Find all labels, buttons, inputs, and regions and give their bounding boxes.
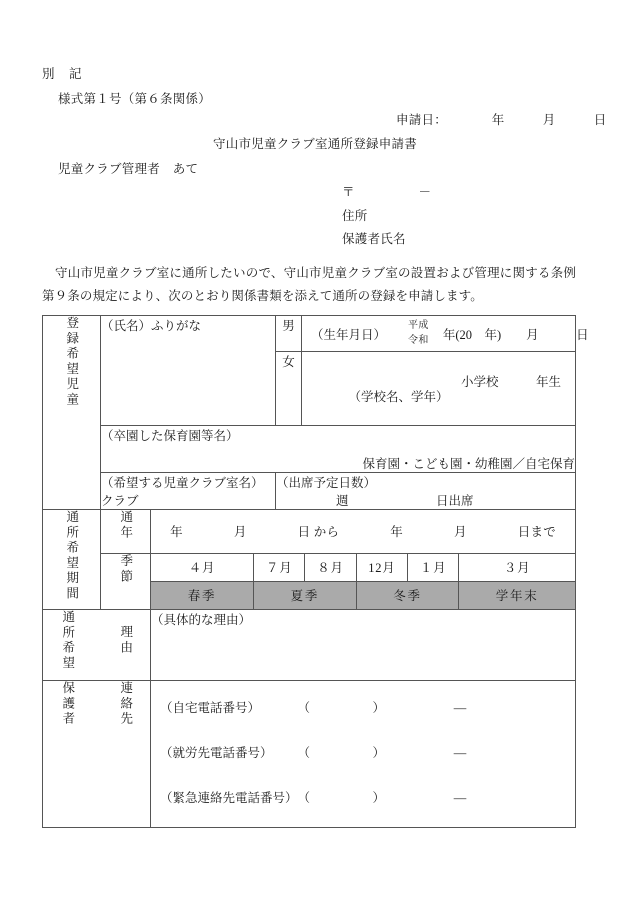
season-month-row (151, 554, 575, 582)
season-month-cell[interactable]: ４月 (151, 554, 254, 582)
form-number-label: 様式第１号（第６条関係） (58, 92, 212, 106)
year-round-period-cell[interactable] (151, 510, 576, 554)
birth-date-label: （生年月日） (311, 327, 387, 342)
season-band-cell: 冬季 (356, 582, 459, 610)
reason-label-pair (43, 610, 150, 671)
season-month-cell[interactable]: 12月 (356, 554, 407, 582)
season-band-cell: 夏季 (254, 582, 357, 610)
reason-label-outer: 理由 (118, 625, 133, 656)
reason-detail-label: （具体的な理由） (151, 613, 252, 627)
gender-male-label: 男 (282, 319, 295, 333)
desired-club-suffix: クラブ (101, 494, 139, 508)
reason-detail-cell[interactable] (151, 610, 576, 681)
form-appendix-label: 別 記 (42, 67, 83, 81)
season-grid (151, 554, 575, 609)
row-label-attendance-period-text: 通所希望期間 (64, 510, 79, 602)
work-phone-line[interactable]: （就労先電話番号） （ ） ― (160, 746, 467, 760)
application-date-line: 申請日： 年 月 日 (396, 113, 607, 127)
child-name-cell[interactable] (101, 316, 276, 426)
emergency-phone-line[interactable]: （緊急連絡先電話番号） （ ） ― (160, 791, 467, 805)
row-label-attendance-period (43, 510, 101, 610)
postal-code-line: 〒 － (342, 185, 432, 199)
attendance-days-cell[interactable] (276, 473, 576, 510)
table-row (43, 316, 576, 352)
table-row (43, 510, 576, 554)
table-row (43, 426, 576, 473)
kindergarten-label: （卒園した保育園等名） (101, 429, 239, 443)
address-label: 住所 (342, 209, 368, 223)
season-month-cell[interactable]: ８月 (305, 554, 356, 582)
season-month-cell[interactable]: ７月 (254, 554, 305, 582)
application-statement: 守山市児童クラブ室に通所したいので、守山市児童クラブ室の設置および管理に関する条例第９条の規定により、次のとおり関係書類を添えて通所の登録を申請します。 (42, 266, 576, 304)
home-phone-line[interactable]: （自宅電話番号） （ ） ― (160, 701, 467, 715)
season-label: 季節 (118, 554, 133, 585)
gender-female-cell[interactable] (276, 352, 302, 426)
season-month-cell[interactable]: １月 (408, 554, 459, 582)
attendance-days-fields: 週 日出席 (336, 494, 474, 508)
gender-male-cell[interactable] (276, 316, 302, 352)
season-month-cell[interactable]: ３月 (459, 554, 575, 582)
contact-label-inner: 保護者 (60, 681, 75, 727)
application-form-table (42, 315, 589, 828)
era-reiwa-label: 令和 (408, 334, 429, 346)
school-grade-fields: 小学校 年生 (461, 375, 562, 389)
table-row (43, 681, 576, 828)
kindergarten-cell[interactable] (101, 426, 576, 473)
reason-label-inner: 通所希望 (60, 610, 75, 671)
birth-date-fields: 年(20 年) 月 日 (442, 327, 589, 342)
table-row (43, 554, 576, 610)
contact-label-outer: 連絡先 (118, 681, 133, 727)
table-row (43, 473, 576, 510)
year-round-label-cell (101, 510, 151, 554)
guardian-name-label: 保護者氏名 (342, 232, 406, 246)
desired-club-label: （希望する児童クラブ室名） (101, 476, 264, 490)
contact-phones-cell (151, 681, 576, 828)
page-title: 守山市児童クラブ室通所登録申請書 (212, 137, 417, 151)
contact-label-pair (43, 681, 150, 727)
year-round-period-line: 年 月 日 から 年 月 日まで (170, 525, 556, 539)
desired-club-cell[interactable] (101, 473, 276, 510)
season-band-row (151, 582, 575, 610)
school-label: （学校名、学年） (348, 390, 449, 404)
school-line (302, 352, 575, 425)
year-round-label: 通年 (118, 510, 133, 541)
era-heisei-label: 平成 (408, 320, 429, 331)
kindergarten-options: 保育園・こども園・幼稚園／自宅保育 (362, 457, 576, 471)
season-label-cell (101, 554, 151, 610)
season-grid-cell (151, 554, 576, 610)
row-label-reason (43, 610, 151, 681)
school-cell[interactable] (302, 352, 576, 426)
season-band-cell: 学年末 (459, 582, 575, 610)
row-label-registered-child-text: 登録希望児童 (64, 316, 79, 408)
attendance-days-label: （出席予定日数） (276, 476, 377, 490)
addressee-line: 児童クラブ管理者 あて (58, 162, 199, 176)
row-label-registered-child (43, 316, 101, 510)
era-stack (408, 319, 429, 348)
table-row (43, 610, 576, 681)
birth-date-cell[interactable] (302, 316, 589, 352)
gender-female-label: 女 (282, 355, 295, 369)
birth-date-line (302, 316, 589, 351)
season-band-cell: 春季 (151, 582, 254, 610)
row-label-contact (43, 681, 151, 828)
child-name-label: （氏名）ふりがな (101, 319, 202, 333)
